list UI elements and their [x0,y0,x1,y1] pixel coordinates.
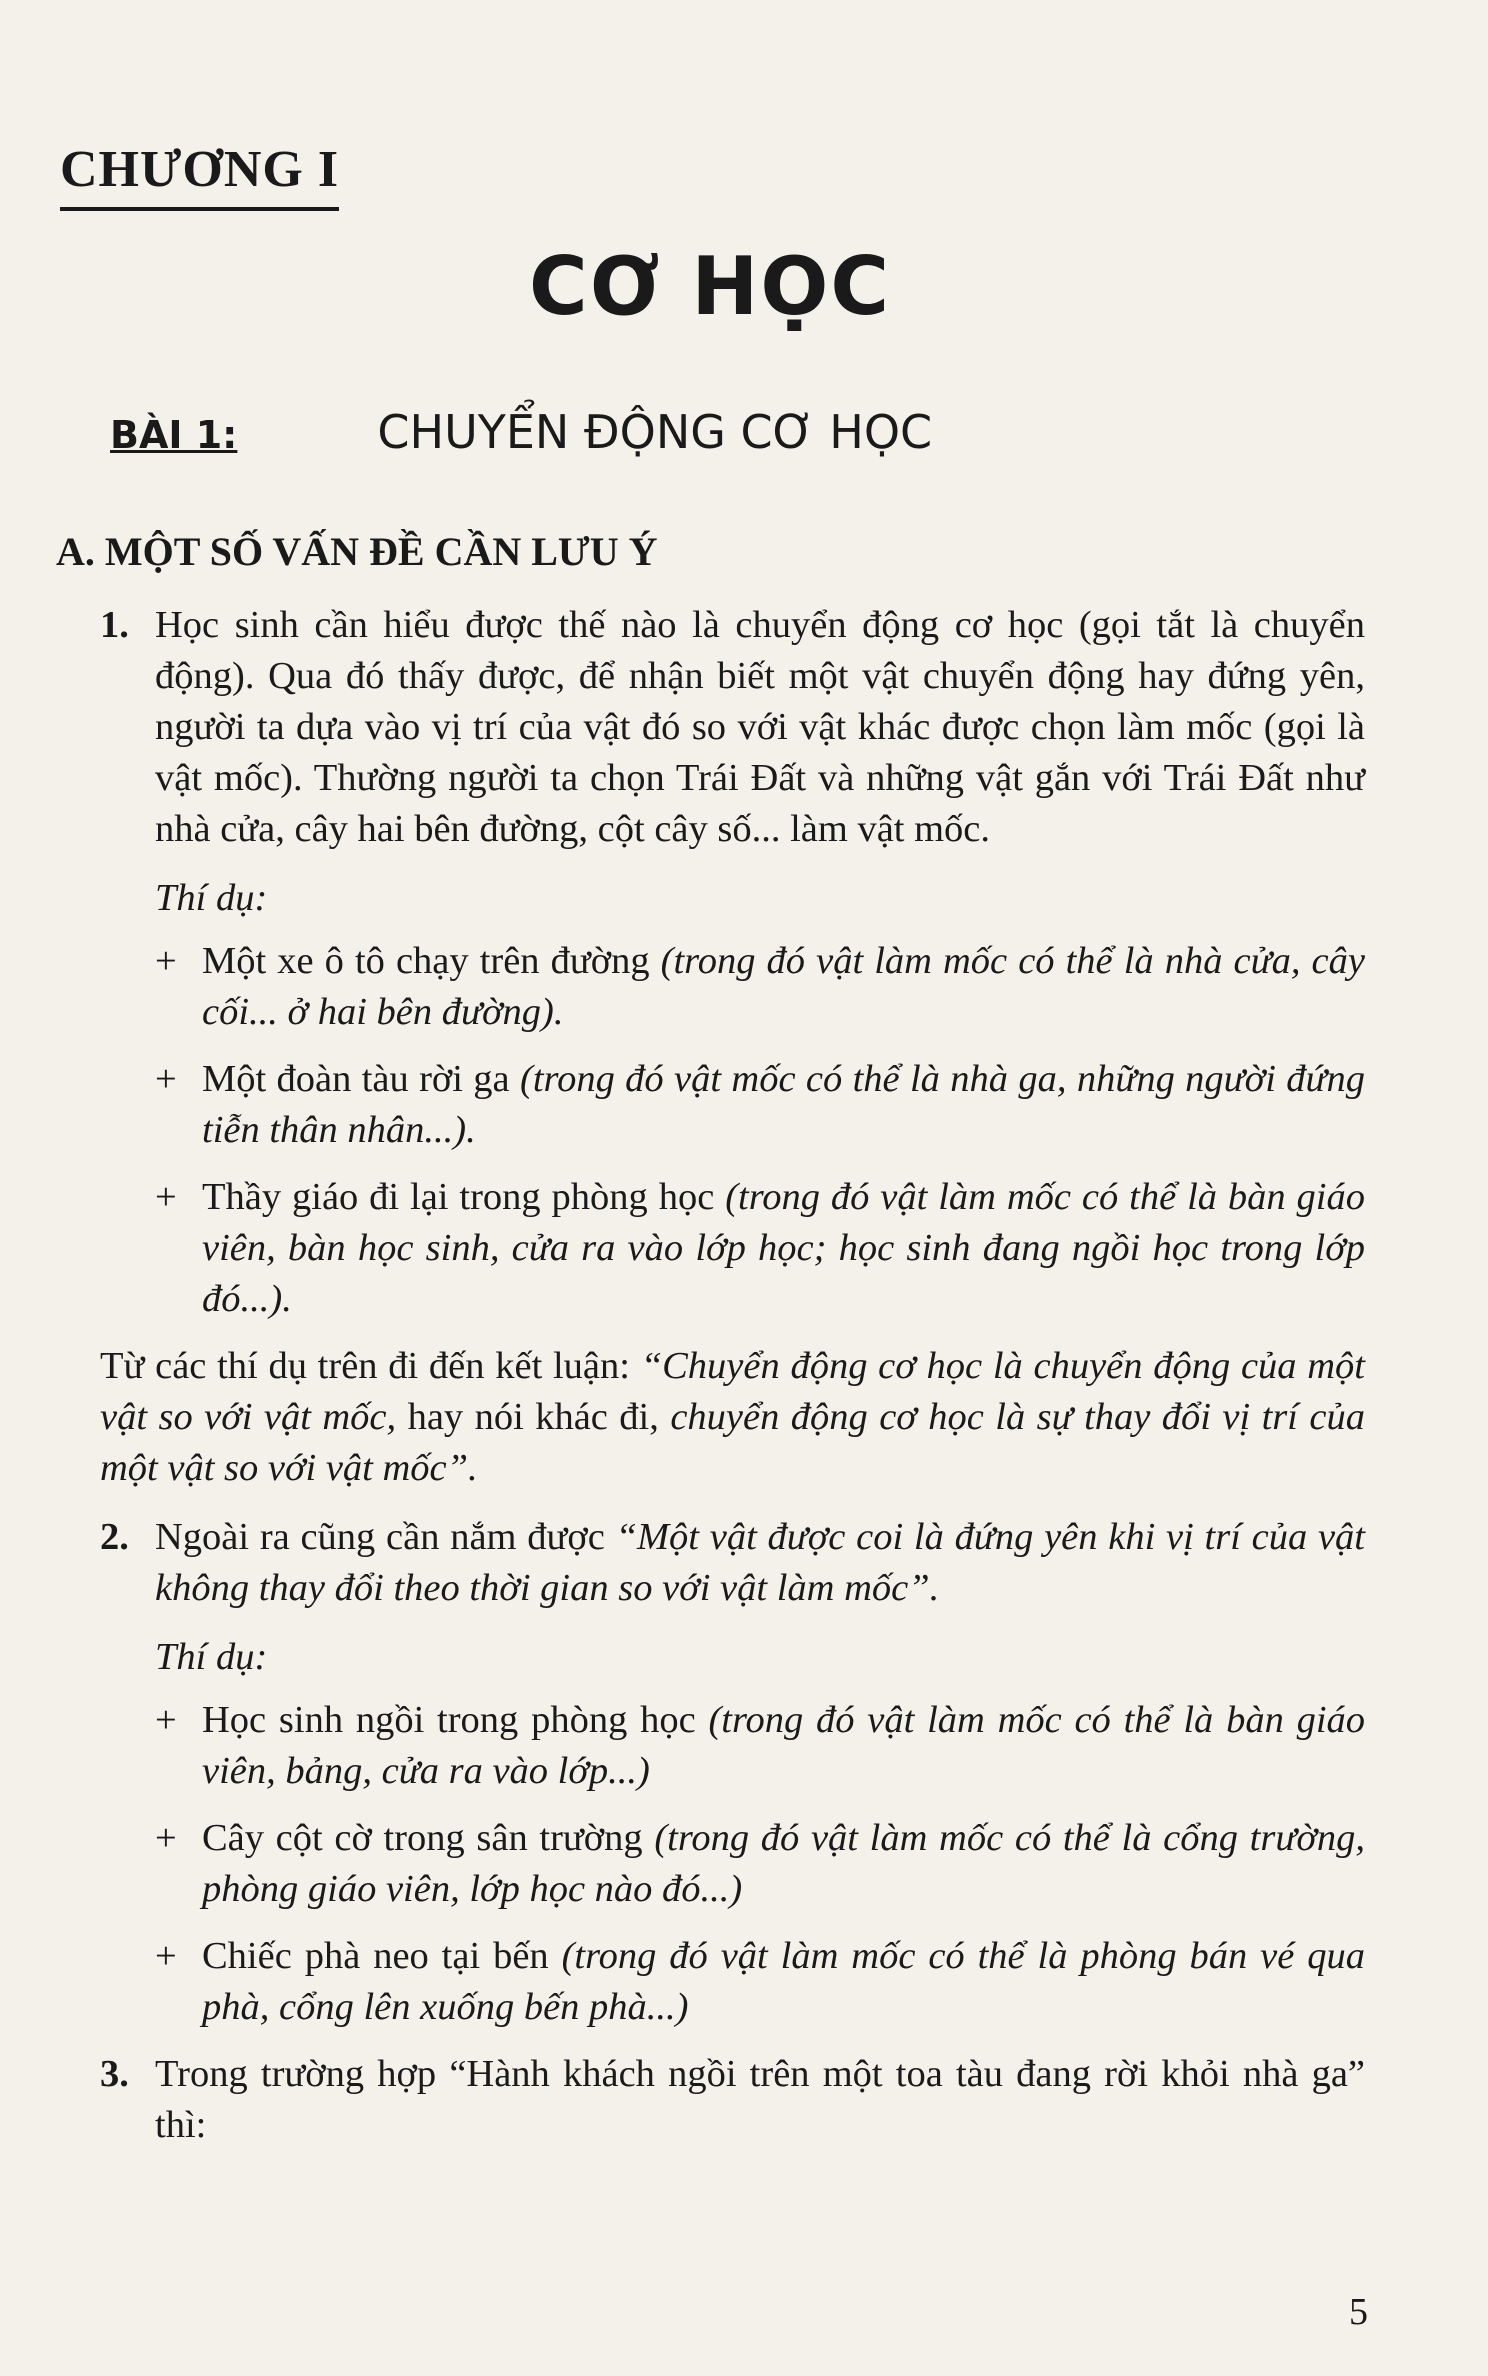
bullet-text: Thầy giáo đi lại trong phòng học [202,1176,715,1218]
page-number: 5 [1349,2291,1368,2333]
plus-bullet-icon: + [155,940,177,982]
item-lead: Ngoài ra cũng cần nắm được [155,1516,605,1558]
lesson-name: CHUYỂN ĐỘNG CƠ HỌC [377,405,933,459]
list-item-3 [100,2049,1365,2151]
conclusion-lead: Từ các thí dụ trên đi đến kết luận: [100,1345,630,1387]
conclusion-paragraph [100,1341,1365,1494]
content-body [100,600,1365,2169]
bullet-text: Cây cột cờ trong sân trường [202,1817,643,1859]
bullet-note: (trong đó vật làm mốc có thể là cổng trường, phòng giáo viên, lớp học nào đó...) [202,1817,1366,1910]
bullet-text: Một xe ô tô chạy trên đường [202,940,650,982]
list-item-2 [100,1512,1365,1614]
bullet-note: (trong đó vật làm mốc có thể là phòng bán vé qua phà, cổng lên xuống bến phà...) [202,1935,1365,2028]
bullet-note: (trong đó vật mốc có thể là nhà ga, những người đứng tiễn thân nhân...). [202,1058,1365,1151]
conclusion-quote: “Chuyển động cơ học là chuyển động của một vật so với vật mốc, [100,1345,1366,1438]
example-bullet [100,1054,1365,1156]
lesson-heading [110,405,1410,459]
chapter-heading: CHƯƠNG I [60,140,339,211]
item-quote: “Một vật được coi là đứng yên khi vị trí của vật không thay đổi theo thời gian so với vật làm mốc”. [155,1516,1366,1609]
plus-bullet-icon: + [155,1935,177,1977]
example-label: Thí dụ: [155,1636,268,1678]
lesson-number: BÀI 1: [110,413,238,457]
example-bullet [100,1695,1365,1797]
example-bullet [100,1931,1365,2033]
bullet-note: (trong đó vật làm mốc có thể là bàn giáo viên, bảng, cửa ra vào lớp...) [202,1699,1366,1792]
bullet-text: Học sinh ngồi trong phòng học [202,1699,696,1741]
bullet-note: (trong đó vật làm mốc có thể là nhà cửa, cây cối... ở hai bên đường). [202,940,1365,1033]
item-number: 2. [100,1516,129,1558]
conclusion-mid: hay nói khác đi, [407,1396,659,1438]
plus-bullet-icon: + [155,1699,177,1741]
bullet-note: (trong đó vật làm mốc có thể là bàn giáo viên, bàn học sinh, cửa ra vào lớp học; học sinh đang ngồi học trong lớp đó...). [202,1176,1366,1320]
section-a-heading: A. MỘT SỐ VẤN ĐỀ CẦN LƯU Ý [56,529,658,574]
item-number: 1. [100,604,129,646]
item-number: 3. [100,2053,129,2095]
list-item-1 [100,600,1365,855]
bullet-text: Một đoàn tàu rời ga [202,1058,510,1100]
plus-bullet-icon: + [155,1176,177,1218]
example-bullet [100,1172,1365,1325]
example-label: Thí dụ: [155,877,268,919]
bullet-text: Chiếc phà neo tại bến [202,1935,549,1977]
item-text: Trong trường hợp “Hành khách ngồi trên một toa tàu đang rời khỏi nhà ga” thì: [155,2053,1365,2146]
item-text: Học sinh cần hiểu được thế nào là chuyển động cơ học (gọi tắt là chuyển động). Qua đó thấy được, để nhận biết một vật chuyển động hay đứng yên, người ta dựa vào vị trí của vật đó so với vật khác được chọn làm mốc (gọi là vật mốc). Thường người ta chọn Trái Đất và những vật gắn với Trái Đất như nhà cửa, cây hai bên đường, cột cây số... làm vật mốc. [155,604,1365,850]
example-bullet [100,936,1365,1038]
item-text [155,1512,1365,1614]
plus-bullet-icon: + [155,1058,177,1100]
page-title: CƠ HỌC [528,240,892,333]
example-bullet [100,1813,1365,1915]
plus-bullet-icon: + [155,1817,177,1859]
conclusion-tail: chuyển động cơ học là sự thay đổi vị trí của một vật so với vật mốc”. [100,1396,1366,1489]
